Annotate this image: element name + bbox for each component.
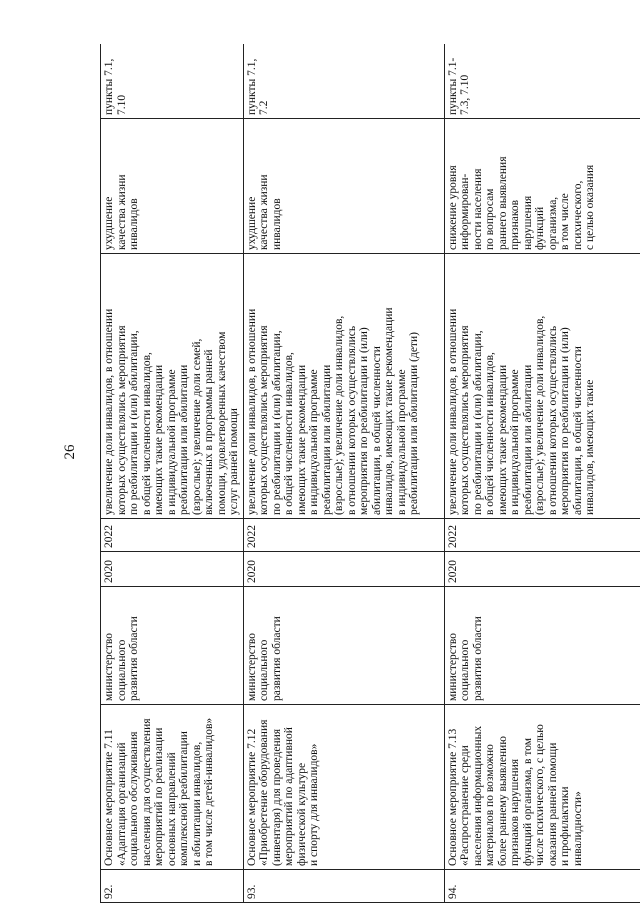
indicator-relation-cell: пункты 7.1, 7.2 [243,44,444,119]
expected-result-cell: увеличение доли инвалидов, в отношении которых осуществлялись мероприятия по реабилитации и (или) абилитации, в общей численности инвалидов, имеющих такие рекомендации в индивидуальной программе реабилитации или абилитации (взрослые); увеличение доли инвалидов, в отношении которых осуществлялись мероприятия по реабилитации и (или) абилитации, в общей численности инвалидов, имеющих такие рекомендации в индивидуальной программе реабилитации или абилитации (дети) [243,254,444,519]
executor-cell: министерство социального развития области [101,587,244,705]
document-page [100,44,640,903]
executor-cell: министерство социального развития области [444,587,640,705]
indicator-relation-cell: пункты 7.1, 7.10 [101,44,244,119]
end-year-cell: 2022 [444,519,640,552]
expected-result-cell: увеличение доли инвалидов, в отношении которых осуществлялись мероприятия по реабилитации и (или) абилитации, в общей численности инвалидов, имеющих такие рекомендации в индивидуальной программе реабилитации или абилитации (взрослые); увеличение доли семей, включенных в программы ранней помощи, удовлетворенных качеством услуг ранней помощи [101,254,244,519]
expected-result-cell: увеличение доли инвалидов, в отношении которых осуществлялись мероприятия по реабилитации и (или) абилитации, в общей численности инвалидов, имеющих такие рекомендации в индивидуальной программе реабилитации или абилитации (взрослые); увеличение доли инвалидов, в отношении которых осуществлялись мероприятия по реабилитации и (или) абилитации, в общей численности инвалидов, имеющих такие [444,254,640,519]
start-year-cell: 2020 [101,552,244,587]
indicator-relation-cell: пункты 7.1- 7.3, 7.10 [444,44,640,119]
consequences-cell: ухудшение качества жизни инвалидов [101,119,244,254]
measures-table [100,44,640,903]
executor-cell: министерство социального развития области [243,587,444,705]
measure-name-cell: Основное мероприятие 7.11 «Адаптация организаций социального обслуживания населения для осуществления мероприятий по реализации основных направлений комплексной реабилитации и абилитации инвалидов, в том числе детей-инвалидов» [101,705,244,870]
measure-name-cell: Основное мероприятие 7.13 «Распространение среди населения информационных материалов по возможно более раннему выявлению признаков нарушения функций организма, в том числе психического, с целью оказания ранней помощи и профилактики инвалидности» [444,705,640,870]
start-year-cell: 2020 [444,552,640,587]
consequences-cell: ухудшение качества жизни инвалидов [243,119,444,254]
rotated-table-wrapper [100,44,640,903]
measure-name-cell: Основное мероприятие 7.12 «Приобретение оборудования (инвентаря) для проведения мероприятий по адаптивной физической культуре и спорту для инвалидов» [243,705,444,870]
end-year-cell: 2022 [243,519,444,552]
page-number: 26 [62,444,78,460]
row-number-cell: 94. [444,870,640,903]
start-year-cell: 2020 [243,552,444,587]
table-row [243,44,444,903]
row-number-cell: 92. [101,870,244,903]
table-row [101,44,244,903]
end-year-cell: 2022 [101,519,244,552]
row-number-cell: 93. [243,870,444,903]
consequences-cell: снижение уровня информирован- ности населения по вопросам раннего выявления признаков нарушения функций организма, в том числе психического, с целью оказания [444,119,640,254]
table-row [444,44,640,903]
